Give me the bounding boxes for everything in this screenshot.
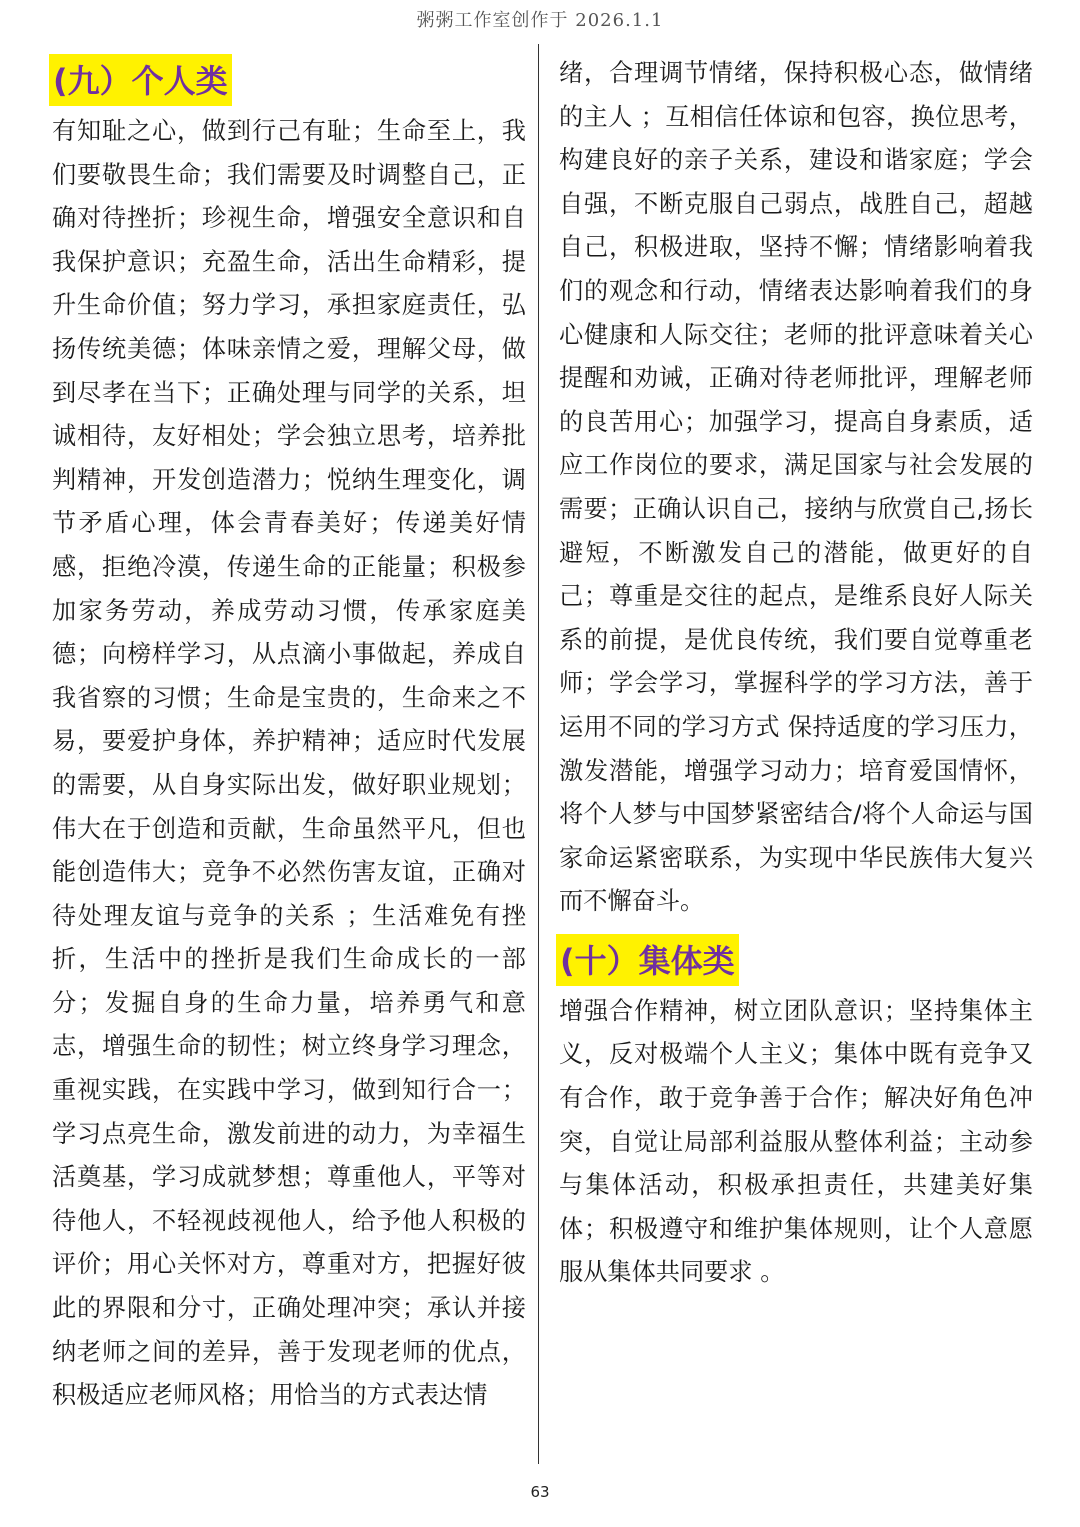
right-column	[559, 52, 1033, 1295]
column-divider	[538, 44, 539, 1464]
section-heading-personal: (九）个人类	[49, 54, 232, 106]
section-heading-collective: (十）集体类	[556, 934, 739, 986]
section-body-collective: 增强合作精神，树立团队意识；坚持集体主义，反对极端个人主义；集体中既有竞争又有合作，敢于竞争善于合作；解决好角色冲突，自觉让局部利益服从整体利益；主动参与集体活动，积极承担责任，共建美好集体；积极遵守和维护集体规则，让个人意愿服从集体共同要求 。	[559, 996, 1033, 1287]
section-body-personal: 有知耻之心，做到行己有耻；生命至上，我们要敬畏生命；我们需要及时调整自己，正确对待挫折；珍视生命，增强安全意识和自我保护意识；充盈生命，活出生命精彩，提升生命价值；努力学习，承担家庭责任，弘扬传统美德；体味亲情之爱，理解父母，做到尽孝在当下；正确处理与同学的关系，坦诚相待，友好相处；学会独立思考，培养批判精神，开发创造潜力；悦纳生理变化，调节矛盾心理，体会青春美好；传递美好情感，拒绝冷漠，传递生命的正能量；积极参加家务劳动，养成劳动习惯，传承家庭美德；向榜样学习，从点滴小事做起，养成自我省察的习惯；生命是宝贵的，生命来之不易，要爱护身体，养护精神；适应时代发展的需要，从自身实际出发，做好职业规划；伟大在于创造和贡献，生命虽然平凡，但也能创造伟大；竞争不必然伤害友谊，正确对待处理友谊与竞争的关系 ；生活难免有挫折，生活中的挫折是我们生命成长的一部分；发掘自身的生命力量，培养勇气和意志，增强生命的韧性；树立终身学习理念，重视实践，在实践中学习，做到知行合一；学习点亮生命，激发前进的动力，为幸福生活奠基，学习成就梦想；尊重他人，平等对待他人，不轻视歧视他人，给予他人积极的评价；用心关怀对方，尊重对方，把握好彼此的界限和分寸，正确处理冲突；承认并接纳老师之间的差异，善于发现老师的优点，积极适应老师风格；用恰当的方式表达情	[52, 117, 526, 1410]
left-column	[52, 48, 526, 1418]
section-body-personal-continued: 绪，合理调节情绪，保持积极心态，做情绪的主人 ；互相信任体谅和包容，换位思考，构建良好的亲子关系，建设和谐家庭；学会自强，不断克服自己弱点，战胜自己，超越自己，积极进取，坚持不懈；情绪影响着我们的观念和行动，情绪表达影响着我们的身心健康和人际交往；老师的批评意味着关心提醒和劝诫，正确对待老师批评，理解老师的良苦用心；加强学习，提高自身素质，适应工作岗位的要求，满足国家与社会发展的需要；正确认识自己，接纳与欣赏自己,扬长避短，不断激发自己的潜能，做更好的自己；尊重是交往的起点，是维系良好人际关系的前提，是优良传统，我们要自觉尊重老师；学会学习，掌握科学的学习方法，善于运用不同的学习方式 保持适度的学习压力，激发潜能，增强学习动力；培育爱国情怀，将个人梦与中国梦紧密结合/将个人命运与国家命运紧密联系，为实现中华民族伟大复兴而不懈奋斗。	[559, 59, 1033, 916]
page-number: 63	[530, 1483, 550, 1501]
page-header: 粥粥工作室创作于 2026.1.1	[416, 10, 664, 31]
